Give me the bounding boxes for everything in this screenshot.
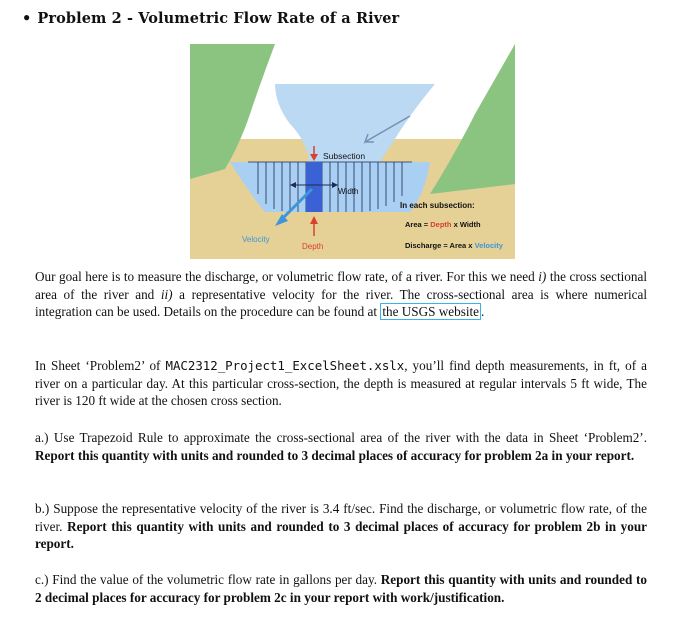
p1-text: Our goal here is to measure the discharge, or volumetric flow rate, of a river. For this we need bbox=[35, 269, 539, 284]
section-heading bbox=[22, 10, 399, 27]
velocity-label: Velocity bbox=[242, 235, 270, 244]
p1-i: i) bbox=[538, 269, 547, 284]
pb-plain: b.) Suppose the representative velocity of the river is 3.4 ft/sec. Find the discharge, or volumetric flow rate, of the river. bbox=[35, 501, 647, 534]
note-title: In each subsection: bbox=[400, 201, 475, 210]
pc-bold: Report this quantity with units and rounded to 2 decimal places for accuracy for problem 2c in your report with work/justification. bbox=[35, 572, 647, 605]
p1-end: . bbox=[481, 304, 485, 320]
p1-ii: ii) bbox=[160, 286, 173, 302]
bullet: • bbox=[22, 10, 32, 27]
pb-bold: Report this quantity with units and rounded to 3 decimal places of accuracy for problem 2b in your report. bbox=[35, 518, 648, 552]
p1-rest: a representative velocity for the river. The cross-sectional area is where numerical integration can be used. Details on the procedure can be found at bbox=[35, 286, 647, 320]
part-a-paragraph bbox=[35, 429, 647, 464]
subsection-label: Subsection bbox=[323, 151, 366, 161]
part-c-paragraph bbox=[35, 571, 647, 606]
data-paragraph bbox=[35, 357, 647, 410]
p2-before: In Sheet ‘Problem2’ of bbox=[35, 358, 166, 373]
discharge-formula: Discharge = Area x Velocity bbox=[405, 241, 503, 250]
highlighted-subsection bbox=[306, 162, 322, 212]
section-title: Problem 2 - Volumetric Flow Rate of a River bbox=[37, 10, 400, 27]
intro-paragraph bbox=[35, 268, 647, 321]
usgs-website-link[interactable]: the USGS website bbox=[382, 304, 480, 320]
width-label: Width bbox=[338, 187, 359, 196]
area-formula: Area = Depth x Width bbox=[405, 220, 481, 229]
river-diagram bbox=[190, 44, 515, 259]
p1-mid: the cross sectional area of the river and bbox=[35, 269, 647, 302]
pc-plain: c.) Find the value of the volumetric flow rate in gallons per day. bbox=[35, 572, 381, 587]
depth-label: Depth bbox=[302, 242, 324, 251]
river-cross-section-figure bbox=[190, 44, 515, 259]
excel-filename: MAC2312_Project1_ExcelSheet.xslx bbox=[165, 358, 405, 373]
pa-bold: Report this quantity with units and rounded to 3 decimal places of accuracy for problem 2a in your report. bbox=[35, 447, 635, 463]
p2-after: , you’ll find depth measurements, in ft, of a river on a particular day. At this particular cross-section, the depth is measured at regular intervals 5 ft wide, The river is 120 ft wide at the chosen cross section. bbox=[35, 358, 647, 409]
part-b-paragraph bbox=[35, 500, 647, 553]
pa-plain: a.) Use Trapezoid Rule to approximate the cross-sectional area of the river with the data in Sheet ‘Problem2’. bbox=[35, 430, 647, 445]
